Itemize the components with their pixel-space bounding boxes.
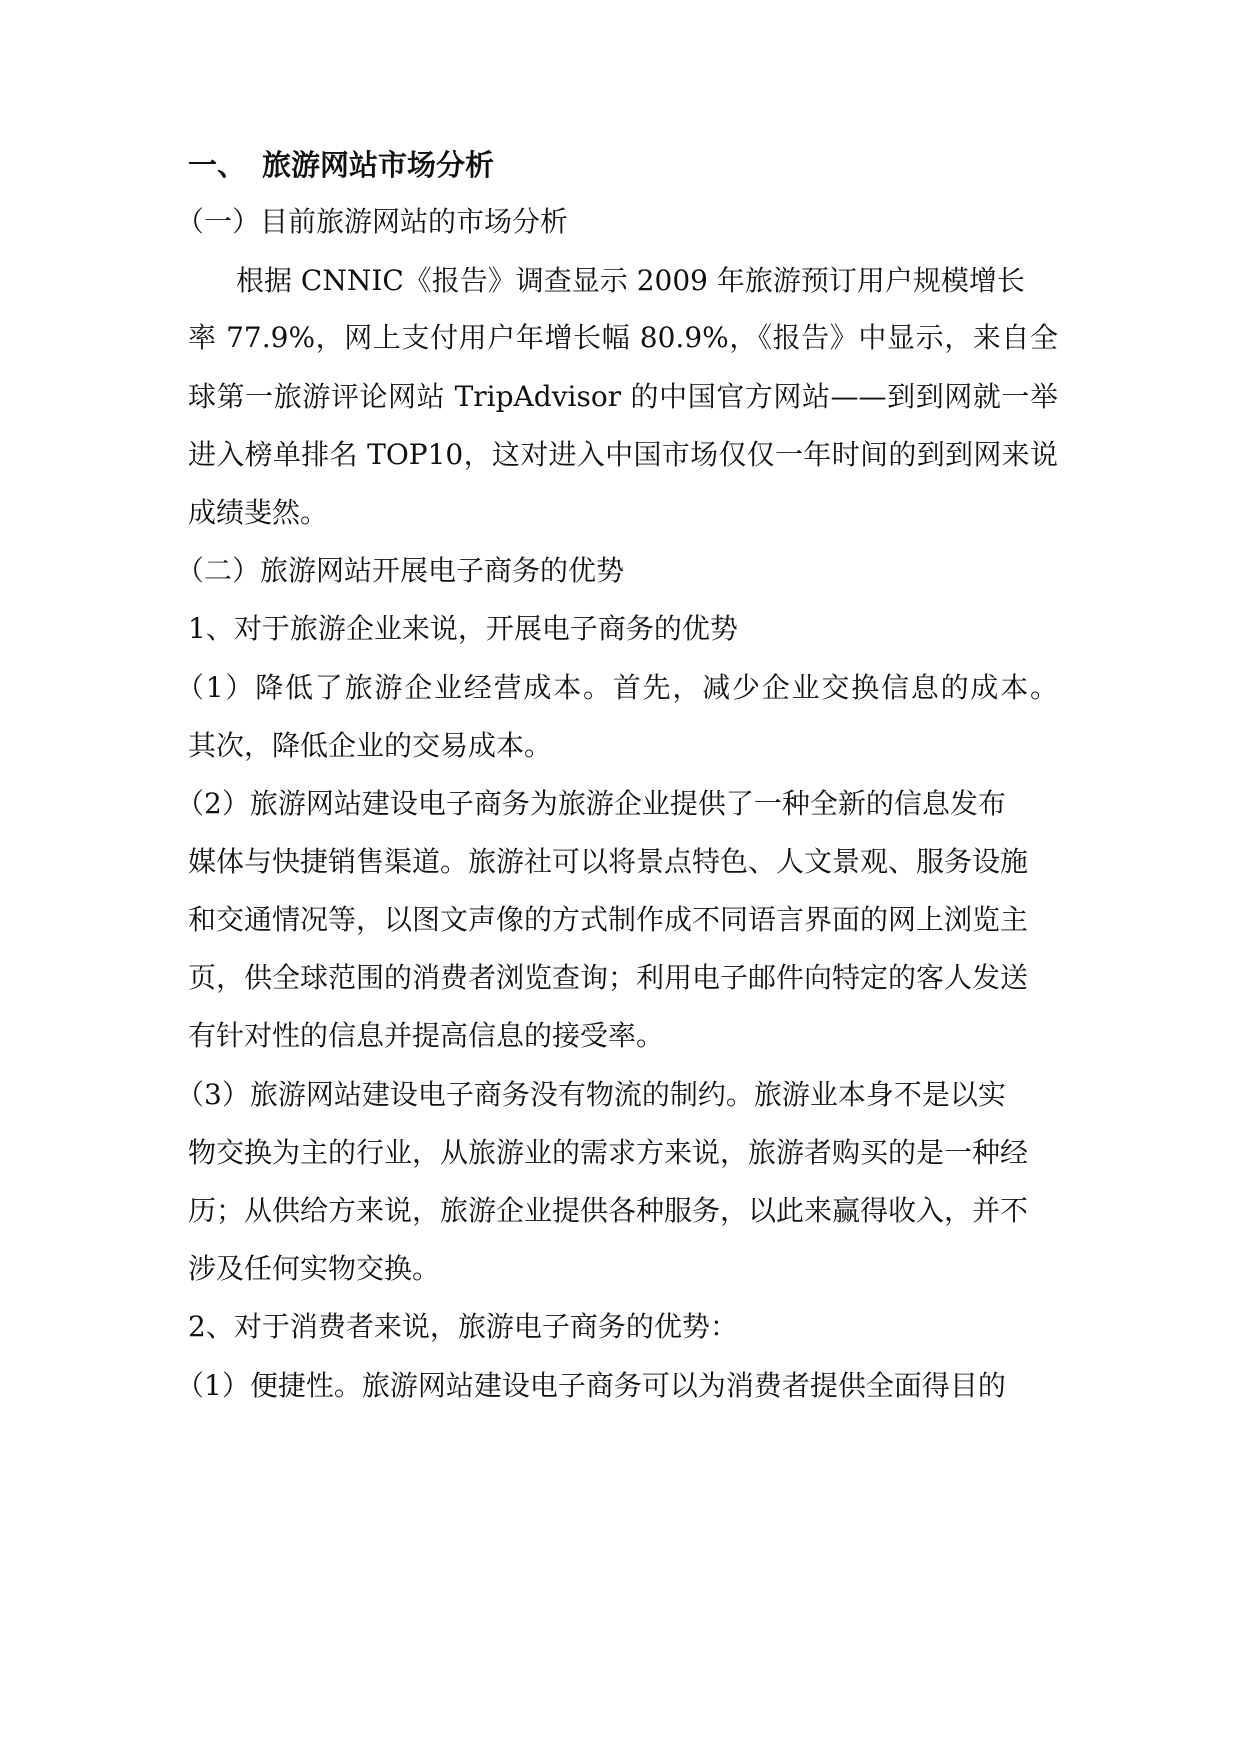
subsection-heading-1: （一）目前旅游网站的市场分析 [176, 205, 569, 238]
list-item-line: （2）旅游网站建设电子商务为旅游企业提供了一种全新的信息发布 [176, 787, 1006, 820]
list-item-line: 历；从供给方来说，旅游企业提供各种服务，以此来赢得收入，并不 [188, 1194, 1029, 1227]
subsection-heading-2: （二）旅游网站开展电子商务的优势 [176, 554, 625, 587]
list-heading-1: 1、对于旅游企业来说，开展电子商务的优势 [188, 612, 738, 645]
list-item-line: （1）降低了旅游企业经营成本。首先，减少企业交换信息的成本。 [176, 671, 1058, 704]
list-item-line: 媒体与快捷销售渠道。旅游社可以将景点特色、人文景观、服务设施 [188, 845, 1029, 878]
list-heading-2: 2、对于消费者来说，旅游电子商务的优势： [188, 1310, 738, 1343]
list-item-line: （3）旅游网站建设电子商务没有物流的制约。旅游业本身不是以实 [176, 1078, 1006, 1111]
list-item-line: 其次，降低企业的交易成本。 [188, 729, 553, 762]
paragraph-line: 进入榜单排名 TOP10，这对进入中国市场仅仅一年时间的到到网来说 [188, 438, 1058, 471]
paragraph-line: 根据 CNNIC《报告》调查显示 2009 年旅游预订用户规模增长 [236, 264, 1025, 297]
list-item-line: 和交通情况等，以图文声像的方式制作成不同语言界面的网上浏览主 [188, 903, 1029, 936]
list-item-line: 涉及任何实物交换。 [188, 1252, 441, 1285]
section-title: 旅游网站市场分析 [262, 148, 495, 182]
paragraph-line: 率 77.9%，网上支付用户年增长幅 80.9%，《报告》中显示，来自全 [188, 321, 1058, 354]
list-item-line: 物交换为主的行业，从旅游业的需求方来说，旅游者购买的是一种经 [188, 1136, 1029, 1169]
paragraph-line: 球第一旅游评论网站 TripAdvisor 的中国官方网站——到到网就一举 [188, 380, 1058, 413]
section-heading [188, 145, 1058, 185]
section-number: 一、 [188, 148, 247, 182]
list-item-line: （1）便捷性。旅游网站建设电子商务可以为消费者提供全面得目的 [176, 1369, 1006, 1402]
list-item-line: 有针对性的信息并提高信息的接受率。 [188, 1019, 665, 1052]
paragraph-line: 成绩斐然。 [188, 496, 329, 529]
list-item-line: 页，供全球范围的消费者浏览查询；利用电子邮件向特定的客人发送 [188, 961, 1029, 994]
